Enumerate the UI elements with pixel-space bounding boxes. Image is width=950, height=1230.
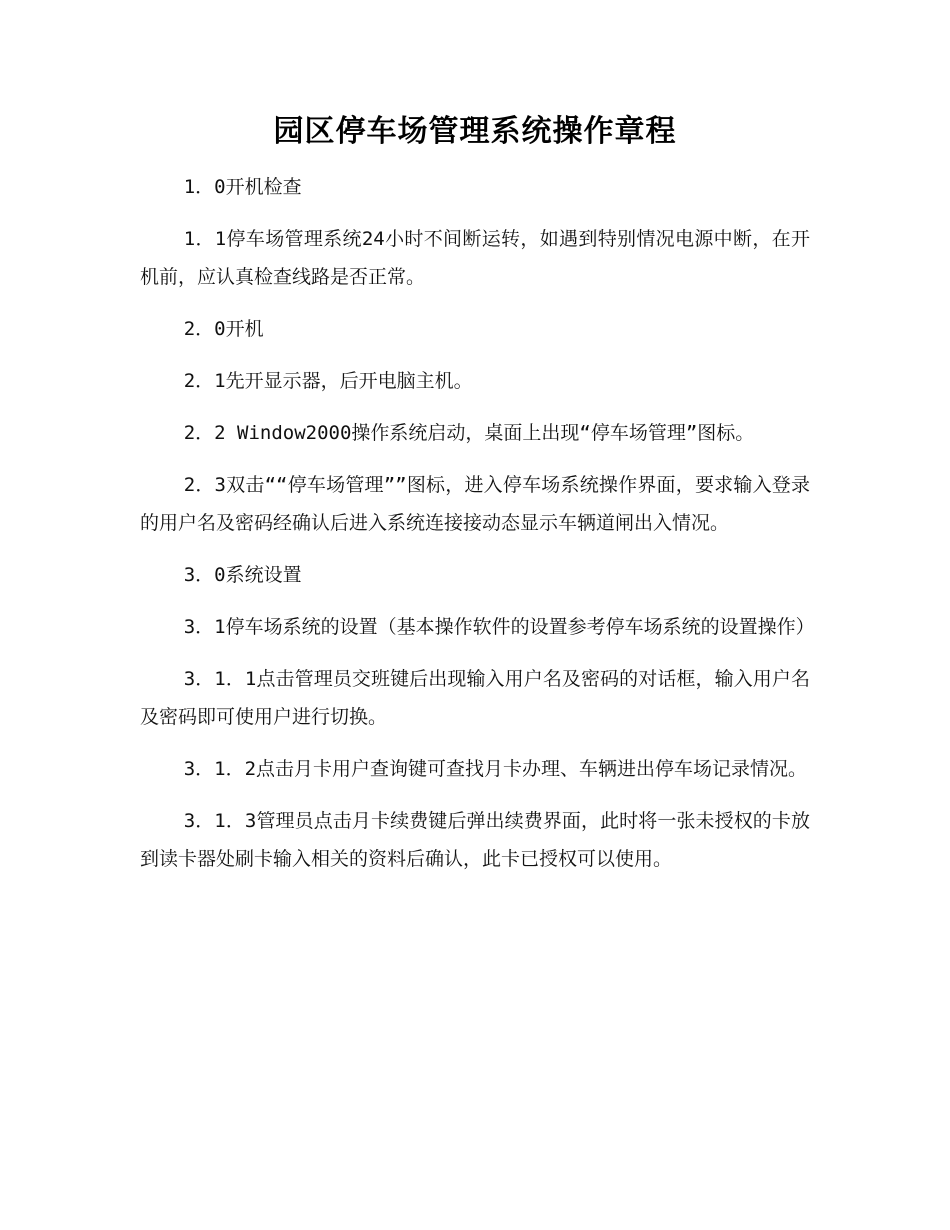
paragraph-1-0: 1．0开机检查 xyxy=(183,176,302,198)
paragraph-2-1: 2．1先开显示器，后开电脑主机。 xyxy=(183,370,473,392)
paragraph-2-3: 2．3双击““停车场管理””图标，进入停车场系统操作界面，要求输入登录的用户名及密码经确认后进入系统连接接动态显示车辆道闸出入情况。 xyxy=(140,474,810,534)
paragraph-2-0: 2．0开机 xyxy=(183,318,264,340)
paragraph-3-0: 3．0系统设置 xyxy=(183,564,302,586)
paragraph-3-1-2: 3．1．2点击月卡用户查询键可查找月卡办理、车辆进出停车场记录情况。 xyxy=(183,758,808,780)
paragraph-2-2: 2．2 Window2000操作系统启动，桌面上出现“停车场管理”图标。 xyxy=(183,422,755,444)
paragraph-3-1: 3．1停车场系统的设置（基本操作软件的设置参考停车场系统的设置操作） xyxy=(183,616,815,638)
paragraph-3-1-3: 3．1．3管理员点击月卡续费键后弹出续费界面，此时将一张未授权的卡放到读卡器处刷卡输入相关的资料后确认，此卡已授权可以使用。 xyxy=(140,810,810,870)
paragraph-1-1: 1．1停车场管理系统24小时不间断运转，如遇到特别情况电源中断，在开机前，应认真检查线路是否正常。 xyxy=(140,228,810,288)
document-title: 园区停车场管理系统操作章程 xyxy=(273,114,677,149)
paragraph-3-1-1: 3．1．1点击管理员交班键后出现输入用户名及密码的对话框，输入用户名及密码即可使用户进行切换。 xyxy=(140,668,810,728)
